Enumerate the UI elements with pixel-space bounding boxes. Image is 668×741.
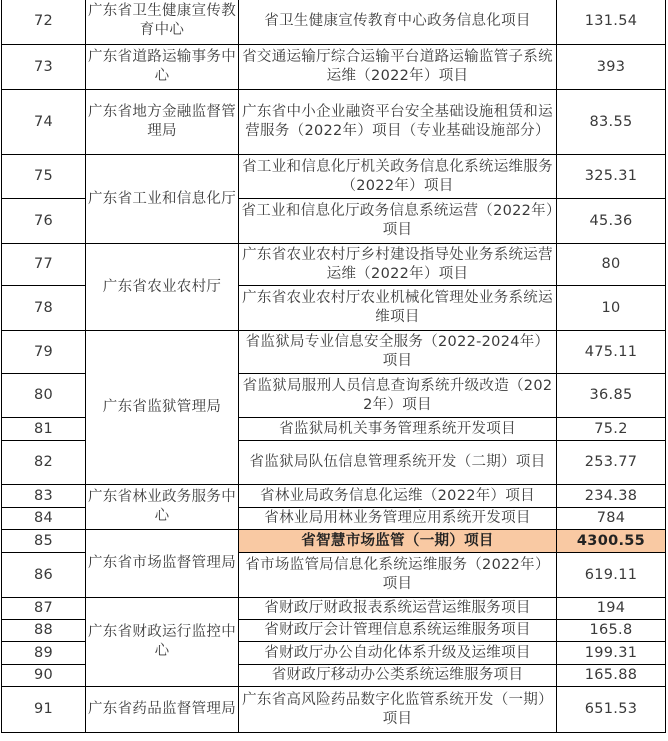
amount-cell: 131.54	[557, 0, 666, 45]
amount-cell: 165.8	[557, 620, 666, 642]
row-number: 90	[2, 665, 86, 687]
amount-cell: 325.31	[557, 155, 666, 199]
row-number: 82	[2, 441, 86, 485]
table-row	[2, 45, 666, 90]
row-number: 86	[2, 553, 86, 598]
table-row	[2, 90, 666, 155]
table-row	[2, 687, 666, 733]
department-cell: 广东省药品监督管理局	[86, 687, 239, 733]
row-number: 84	[2, 508, 86, 530]
row-number: 80	[2, 374, 86, 418]
row-number: 87	[2, 598, 86, 620]
project-name-cell: 省财政厅会计管理信息系统运维服务项目	[239, 620, 557, 642]
table-row	[2, 0, 666, 45]
table-row	[2, 331, 666, 374]
amount-cell: 36.85	[557, 374, 666, 418]
project-name-cell: 省财政厅移动办公类系统运维服务项目	[239, 665, 557, 687]
department-cell: 广东省财政运行监控中心	[86, 598, 239, 687]
project-name-cell: 省林业局政务信息化运维（2022年）项目	[239, 485, 557, 508]
table-row	[2, 598, 666, 620]
project-name-cell: 省监狱局队伍信息管理系统开发（二期）项目	[239, 441, 557, 485]
project-name-cell: 广东省农业农村厅乡村建设指导处业务系统运营运维（2022年）项目	[239, 244, 557, 286]
department-cell: 广东省工业和信息化厅	[86, 155, 239, 244]
amount-cell: 75.2	[557, 418, 666, 441]
department-cell: 广东省地方金融监督管理局	[86, 90, 239, 155]
department-cell: 广东省农业农村厅	[86, 244, 239, 331]
department-cell: 广东省林业政务服务中心	[86, 485, 239, 530]
project-name-cell: 省卫生健康宣传教育中心政务信息化项目	[239, 0, 557, 45]
project-name-cell: 广东省中小企业融资平台安全基础设施租赁和运营服务（2022年）项目（专业基础设施部分）	[239, 90, 557, 155]
amount-cell: 619.11	[557, 553, 666, 598]
table-row	[2, 155, 666, 199]
project-name-cell: 省林业局用林业务管理应用系统开发项目	[239, 508, 557, 530]
project-name-cell: 省监狱局服刑人员信息查询系统升级改造（2022年）项目	[239, 374, 557, 418]
amount-cell: 199.31	[557, 642, 666, 665]
row-number: 77	[2, 244, 86, 286]
project-name-cell: 省财政厅办公自动化体系升级及运维项目	[239, 642, 557, 665]
table-row	[2, 485, 666, 508]
row-number: 85	[2, 530, 86, 553]
amount-cell: 194	[557, 598, 666, 620]
department-cell: 广东省监狱管理局	[86, 331, 239, 485]
amount-cell: 253.77	[557, 441, 666, 485]
row-number: 79	[2, 331, 86, 374]
amount-cell: 234.38	[557, 485, 666, 508]
row-number: 88	[2, 620, 86, 642]
project-name-cell: 省监狱局专业信息安全服务（2022-2024年）项目	[239, 331, 557, 374]
row-number: 74	[2, 90, 86, 155]
amount-cell: 45.36	[557, 199, 666, 244]
row-number: 72	[2, 0, 86, 45]
project-name-cell: 省财政厅财政报表系统运营运维服务项目	[239, 598, 557, 620]
amount-cell: 784	[557, 508, 666, 530]
project-name-cell: 省市场监管局信息化系统运维服务（2022年）项目	[239, 553, 557, 598]
amount-cell: 80	[557, 244, 666, 286]
amount-cell: 10	[557, 286, 666, 331]
project-name-cell: 广东省农业农村厅农业机械化管理处业务系统运维项目	[239, 286, 557, 331]
table-row	[2, 244, 666, 286]
amount-cell: 651.53	[557, 687, 666, 733]
row-number: 83	[2, 485, 86, 508]
department-cell: 广东省卫生健康宣传教育中心	[86, 0, 239, 45]
project-name-cell: 省交通运输厅综合运输平台道路运输监管子系统运维（2022年）项目	[239, 45, 557, 90]
row-number: 73	[2, 45, 86, 90]
amount-cell: 475.11	[557, 331, 666, 374]
row-number: 75	[2, 155, 86, 199]
project-name-cell: 省监狱局机关事务管理系统开发项目	[239, 418, 557, 441]
amount-cell: 165.88	[557, 665, 666, 687]
row-number: 91	[2, 687, 86, 733]
row-number: 81	[2, 418, 86, 441]
row-number: 89	[2, 642, 86, 665]
amount-cell: 4300.55	[557, 530, 666, 553]
amount-cell: 393	[557, 45, 666, 90]
project-name-cell: 省工业和信息化厅政务信息系统运营（2022年）项目	[239, 199, 557, 244]
row-number: 78	[2, 286, 86, 331]
table-row-highlighted	[2, 530, 666, 553]
department-cell: 广东省道路运输事务中心	[86, 45, 239, 90]
project-name-cell: 广东省高风险药品数字化监管系统开发（一期）项目	[239, 687, 557, 733]
department-cell: 广东省市场监督管理局	[86, 530, 239, 598]
project-name-cell: 省工业和信息化厅机关政务信息化系统运维服务（2022年）项目	[239, 155, 557, 199]
project-table	[1, 0, 666, 733]
row-number: 76	[2, 199, 86, 244]
amount-cell: 83.55	[557, 90, 666, 155]
project-name-cell: 省智慧市场监管（一期）项目	[239, 530, 557, 553]
